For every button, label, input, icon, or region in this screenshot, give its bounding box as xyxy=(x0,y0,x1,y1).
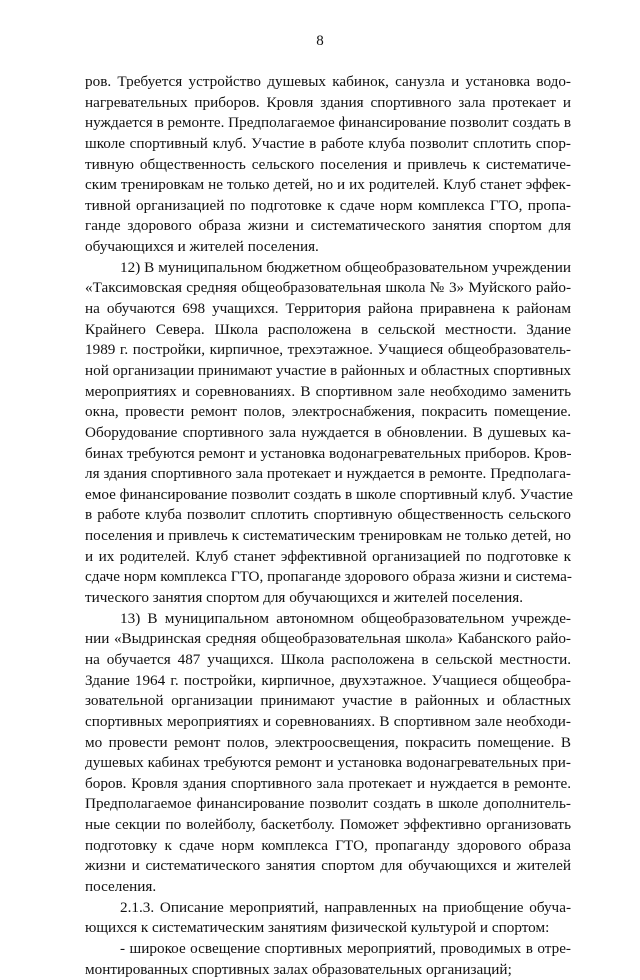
text-line: окна, провести ремонт полов, электроснабжения, покрасить помещение. xyxy=(85,403,571,421)
text-line: боров. Кровля здания спортивного зала протекает и нуждается в ремонте. xyxy=(85,774,571,792)
text-line: ной организации принимают участие в районных и областных спортивных xyxy=(85,361,571,379)
text-line: тивную общественность сельского поселения и привлечь к систематиче- xyxy=(85,155,571,173)
text-line: поселения. xyxy=(85,877,157,895)
text-line: 1989 г. постройки, кирпичное, трехэтажное. Учащиеся общеобразователь- xyxy=(85,341,571,359)
text-line: ные секции по волейболу, баскетболу. Поможет эффективно организовать xyxy=(85,816,571,834)
text-line: 2.1.3. Описание мероприятий, направленных на приобщение обуча- xyxy=(120,898,571,916)
text-line: и их родителей. Клуб станет эффективной организацией по подготовке к xyxy=(85,547,571,565)
text-line: на обучаются 698 учащихся. Территория района приравнена к районам xyxy=(85,300,571,318)
text-line: тического занятия спортом для обучающихся и жителей поселения. xyxy=(85,589,524,607)
text-line: поселения и привлечь к систематическим тренировкам не только детей, но xyxy=(85,527,571,545)
text-line: 13) В муниципальном автономном общеобразовательном учрежде- xyxy=(120,609,571,627)
text-line: спортивных мероприятиях и соревнованиях. В спортивном зале необходи- xyxy=(85,712,571,730)
text-line: жизни и систематического занятия спортом для обучающихся и жителей xyxy=(85,857,571,875)
text-line: «Таксимовская средняя общеобразовательная школа № 3» Муйского райо- xyxy=(85,279,571,297)
text-line: Оборудование спортивного зала нуждается в обновлении. В душевых ка- xyxy=(85,423,571,441)
page-number: 8 xyxy=(316,33,324,49)
body-text xyxy=(85,72,571,980)
text-line: тивной организацией по подготовке к сдаче норм комплекса ГТО, пропа- xyxy=(85,196,571,214)
text-line: ским тренировкам не только детей, но и их родителей. Клуб станет эффек- xyxy=(85,176,571,194)
text-line: нагревательных приборов. Кровля здания спортивного зала протекает и xyxy=(85,93,571,111)
text-line: ля здания спортивного зала протекает и нуждается в ремонте. Предполага- xyxy=(85,465,571,483)
text-line: подготовку к сдаче норм комплекса ГТО, пропаганду здорового образа xyxy=(85,836,571,854)
text-line: мероприятиях и соревнованиях. В спортивном зале необходимо заменить xyxy=(85,382,571,400)
text-line: на обучается 487 учащихся. Школа расположена в сельской местности. xyxy=(85,650,571,668)
text-line: Крайнего Севера. Школа расположена в сельской местности. Здание xyxy=(85,320,571,338)
text-line: ров. Требуется устройство душевых кабинок, санузла и установка водо- xyxy=(85,73,571,90)
text-line: нии «Выдринская средняя общеобразовательная школа» Кабанского райо- xyxy=(85,630,571,648)
text-line: бинах требуются ремонт и установка водонагревательных приборов. Кров- xyxy=(85,444,572,462)
text-line: сдаче норм комплекса ГТО, пропаганде здорового образа жизни и система- xyxy=(85,568,572,586)
text-line: ющихся к систематическим занятиям физической культурой и спортом: xyxy=(85,919,550,937)
text-line: нуждается в ремонте. Предполагаемое финансирование позволит создать в xyxy=(85,114,571,132)
text-line: в работе клуба позволит сплотить спортивную общественность сельского xyxy=(85,506,571,524)
text-line: монтированных спортивных залах образовательных организаций; xyxy=(85,960,512,978)
text-line: 12) В муниципальном бюджетном общеобразовательном учреждении xyxy=(120,258,571,276)
text-line: Здание 1964 г. постройки, кирпичное, двухэтажное. Учащиеся общеобра- xyxy=(85,671,571,689)
text-line: мо провести ремонт полов, электроосвещения, покрасить помещение. В xyxy=(85,733,571,751)
text-line: душевых кабинах требуются ремонт и установка водонагревательных при- xyxy=(85,754,571,772)
text-line: ганде здорового образа жизни и систематического занятия спортом для xyxy=(85,217,571,235)
text-line: - широкое освещение спортивных мероприятий, проводимых в отре- xyxy=(120,939,571,957)
text-line: емое финансирование позволит создать в школе спортивный клуб. Участие xyxy=(85,485,573,503)
text-line: зовательной организации принимают участие в районных и областных xyxy=(85,692,571,710)
text-line: Предполагаемое финансирование позволит создать в школе дополнитель- xyxy=(85,795,571,813)
text-line: обучающихся и жителей поселения. xyxy=(85,238,319,256)
text-line: школе спортивный клуб. Участие в работе клуба позволит сплотить спор- xyxy=(85,134,571,152)
